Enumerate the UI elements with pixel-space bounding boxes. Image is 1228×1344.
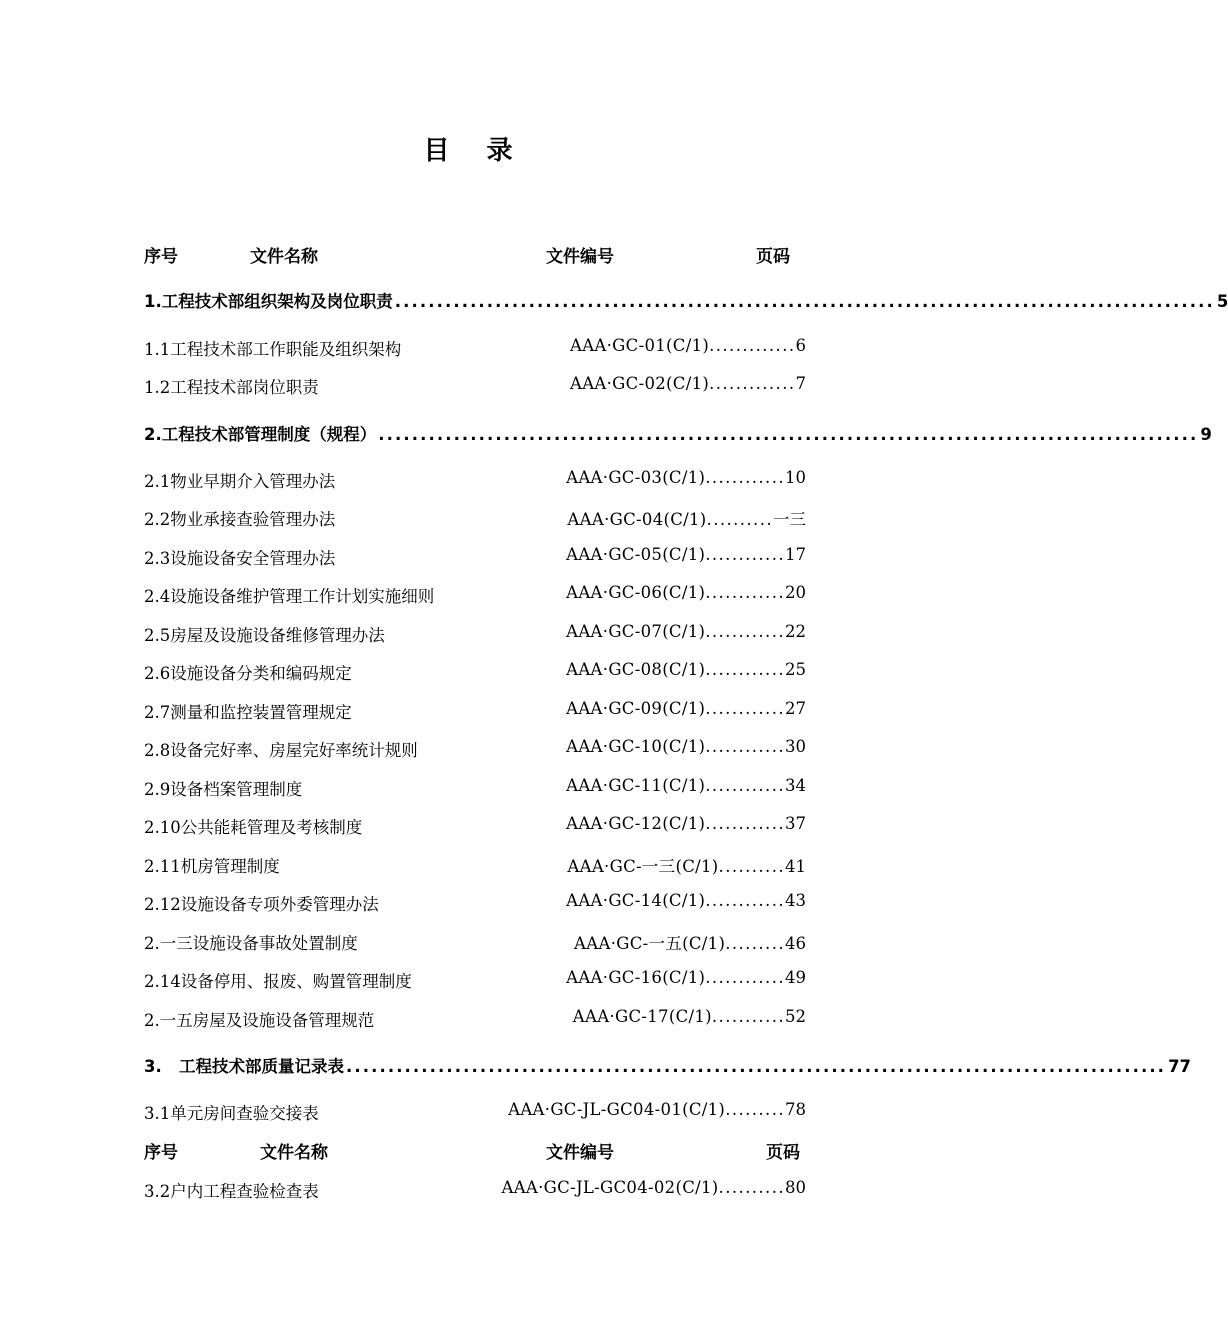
entry-page: 27 bbox=[785, 699, 806, 718]
entry-code: AAA·GC-JL-GC04-01(C/1) bbox=[508, 1100, 726, 1119]
entry-name: 2.11机房管理制度 bbox=[144, 857, 280, 876]
toc-entry[interactable] bbox=[144, 699, 806, 725]
entry-code: AAA·GC-04(C/1) bbox=[567, 510, 707, 529]
entry-code: AAA·GC-01(C/1) bbox=[569, 336, 710, 355]
toc-entry[interactable] bbox=[144, 545, 806, 571]
entry-page: 22 bbox=[785, 622, 806, 641]
entry-code: AAA·GC-10(C/1) bbox=[566, 737, 706, 756]
header-seq: 序号 bbox=[144, 247, 178, 267]
entry-page: 43 bbox=[785, 891, 806, 910]
dot-leader: ............ bbox=[705, 545, 785, 564]
entry-name: 2.14设备停用、报废、购置管理制度 bbox=[144, 972, 412, 991]
toc-section[interactable] bbox=[144, 421, 1212, 447]
dot-leader: .................................................................................................. bbox=[345, 1057, 1167, 1076]
toc-entry[interactable] bbox=[144, 1007, 806, 1033]
dot-leader: ......... bbox=[725, 1100, 785, 1119]
toc-header bbox=[144, 1138, 808, 1164]
entry-name: 3.1单元房间查验交接表 bbox=[144, 1104, 319, 1123]
entry-page: 25 bbox=[785, 660, 806, 679]
entry-page: 52 bbox=[785, 1007, 806, 1026]
entry-name: 1.1工程技术部工作职能及组织架构 bbox=[144, 340, 402, 359]
dot-leader: .................................................................................................. bbox=[394, 292, 1215, 311]
toc-entry[interactable] bbox=[144, 776, 806, 802]
section-label: 2.工程技术部管理制度（规程） bbox=[144, 425, 377, 444]
entry-page: 17 bbox=[785, 545, 806, 564]
entry-code: AAA·GC-03(C/1) bbox=[566, 468, 706, 487]
entry-code: AAA·GC-06(C/1) bbox=[566, 583, 706, 602]
entry-page: 49 bbox=[785, 968, 806, 987]
entry-code: AAA·GC-JL-GC04-02(C/1) bbox=[501, 1178, 719, 1197]
entry-code: AAA·GC-07(C/1) bbox=[566, 622, 706, 641]
entry-name: 2.3设施设备安全管理办法 bbox=[144, 549, 336, 568]
entry-code: AAA·GC-一五(C/1) bbox=[574, 934, 726, 953]
entry-page: 80 bbox=[785, 1178, 806, 1197]
entry-name: 2.9设备档案管理制度 bbox=[144, 780, 303, 799]
section-page: 77 bbox=[1168, 1057, 1192, 1076]
entry-code: AAA·GC-11(C/1) bbox=[566, 776, 706, 795]
entry-name: 2.7测量和监控装置管理规定 bbox=[144, 703, 352, 722]
toc-entry[interactable] bbox=[144, 583, 806, 609]
toc-header bbox=[144, 242, 808, 268]
entry-name: 2.2物业承接查验管理办法 bbox=[144, 510, 336, 529]
toc-entry[interactable] bbox=[144, 506, 806, 532]
entry-name: 2.8设备完好率、房屋完好率统计规则 bbox=[144, 741, 418, 760]
page-title: 目 录 bbox=[423, 136, 527, 166]
entry-page: 6 bbox=[795, 336, 806, 355]
toc-entry[interactable] bbox=[144, 737, 806, 763]
entry-page: 34 bbox=[785, 776, 806, 795]
entry-name: 2.6设施设备分类和编码规定 bbox=[144, 664, 352, 683]
entry-name: 3.2户内工程查验检查表 bbox=[144, 1182, 319, 1201]
dot-leader: ............ bbox=[705, 699, 785, 718]
dot-leader: ......... bbox=[725, 934, 785, 953]
entry-page: 7 bbox=[795, 374, 806, 393]
toc-entry[interactable] bbox=[144, 814, 806, 840]
toc-entry[interactable] bbox=[144, 930, 806, 956]
toc-entry[interactable] bbox=[144, 374, 806, 400]
header-code: 文件编号 bbox=[546, 1143, 614, 1163]
header-page: 页码 bbox=[766, 1143, 800, 1163]
dot-leader: ............ bbox=[705, 737, 785, 756]
entry-page: 30 bbox=[785, 737, 806, 756]
entry-name: 2.1物业早期介入管理办法 bbox=[144, 472, 336, 491]
toc-entry[interactable] bbox=[144, 336, 806, 362]
entry-code: AAA·GC-16(C/1) bbox=[566, 968, 706, 987]
dot-leader: ............. bbox=[709, 336, 796, 355]
header-code: 文件编号 bbox=[546, 247, 614, 267]
toc-entry[interactable] bbox=[144, 1178, 806, 1204]
entry-code: AAA·GC-09(C/1) bbox=[566, 699, 706, 718]
header-seq: 序号 bbox=[144, 1143, 178, 1163]
entry-code: AAA·GC-一三(C/1) bbox=[567, 857, 719, 876]
entry-name: 2.一五房屋及设施设备管理规范 bbox=[144, 1011, 375, 1030]
entry-code: AAA·GC-14(C/1) bbox=[566, 891, 706, 910]
header-name: 文件名称 bbox=[260, 1143, 328, 1163]
toc-entry[interactable] bbox=[144, 891, 806, 917]
header-name: 文件名称 bbox=[250, 247, 318, 267]
dot-leader: ............. bbox=[709, 374, 796, 393]
header-page: 页码 bbox=[756, 247, 790, 267]
entry-name: 2.5房屋及设施设备维修管理办法 bbox=[144, 626, 385, 645]
section-label: 1.工程技术部组织架构及岗位职责 bbox=[144, 292, 393, 311]
dot-leader: .......... bbox=[718, 857, 785, 876]
section-page: 9 bbox=[1200, 425, 1212, 444]
toc-section[interactable] bbox=[144, 1053, 1192, 1079]
dot-leader: .......... bbox=[718, 1178, 785, 1197]
toc-entry[interactable] bbox=[144, 468, 806, 494]
entry-name: 2.4设施设备维护管理工作计划实施细则 bbox=[144, 587, 435, 606]
dot-leader: ........... bbox=[711, 1007, 785, 1026]
entry-name: 1.2工程技术部岗位职责 bbox=[144, 378, 319, 397]
toc-entry[interactable] bbox=[144, 622, 806, 648]
section-label: 3. 工程技术部质量记录表 bbox=[144, 1057, 344, 1076]
entry-page: 41 bbox=[785, 857, 806, 876]
entry-code: AAA·GC-12(C/1) bbox=[566, 814, 706, 833]
entry-page: 20 bbox=[785, 583, 806, 602]
entry-name: 2.12设施设备专项外委管理办法 bbox=[144, 895, 379, 914]
entry-page: 37 bbox=[785, 814, 806, 833]
entry-page: 一三 bbox=[773, 510, 806, 529]
dot-leader: ............ bbox=[705, 891, 785, 910]
entry-code: AAA·GC-08(C/1) bbox=[566, 660, 706, 679]
dot-leader: ............ bbox=[705, 968, 785, 987]
dot-leader: .................................................................................................. bbox=[378, 425, 1199, 444]
dot-leader: .......... bbox=[706, 510, 773, 529]
toc-entry[interactable] bbox=[144, 660, 806, 686]
dot-leader: ............ bbox=[705, 776, 785, 795]
toc-section[interactable] bbox=[144, 288, 1228, 314]
entry-page: 46 bbox=[785, 934, 806, 953]
dot-leader: ............ bbox=[705, 814, 785, 833]
dot-leader: ............ bbox=[705, 660, 785, 679]
toc-entry[interactable] bbox=[144, 968, 806, 994]
entry-code: AAA·GC-05(C/1) bbox=[566, 545, 706, 564]
toc-entry[interactable] bbox=[144, 1100, 806, 1126]
section-page: 5 bbox=[1216, 292, 1228, 311]
entry-code: AAA·GC-17(C/1) bbox=[572, 1007, 712, 1026]
dot-leader: ............ bbox=[705, 468, 785, 487]
entry-page: 10 bbox=[785, 468, 806, 487]
dot-leader: ............ bbox=[705, 583, 785, 602]
entry-code: AAA·GC-02(C/1) bbox=[569, 374, 710, 393]
entry-page: 78 bbox=[785, 1100, 806, 1119]
dot-leader: ............ bbox=[705, 622, 785, 641]
entry-name: 2.10公共能耗管理及考核制度 bbox=[144, 818, 363, 837]
entry-name: 2.一三设施设备事故处置制度 bbox=[144, 934, 358, 953]
toc-entry[interactable] bbox=[144, 853, 806, 879]
